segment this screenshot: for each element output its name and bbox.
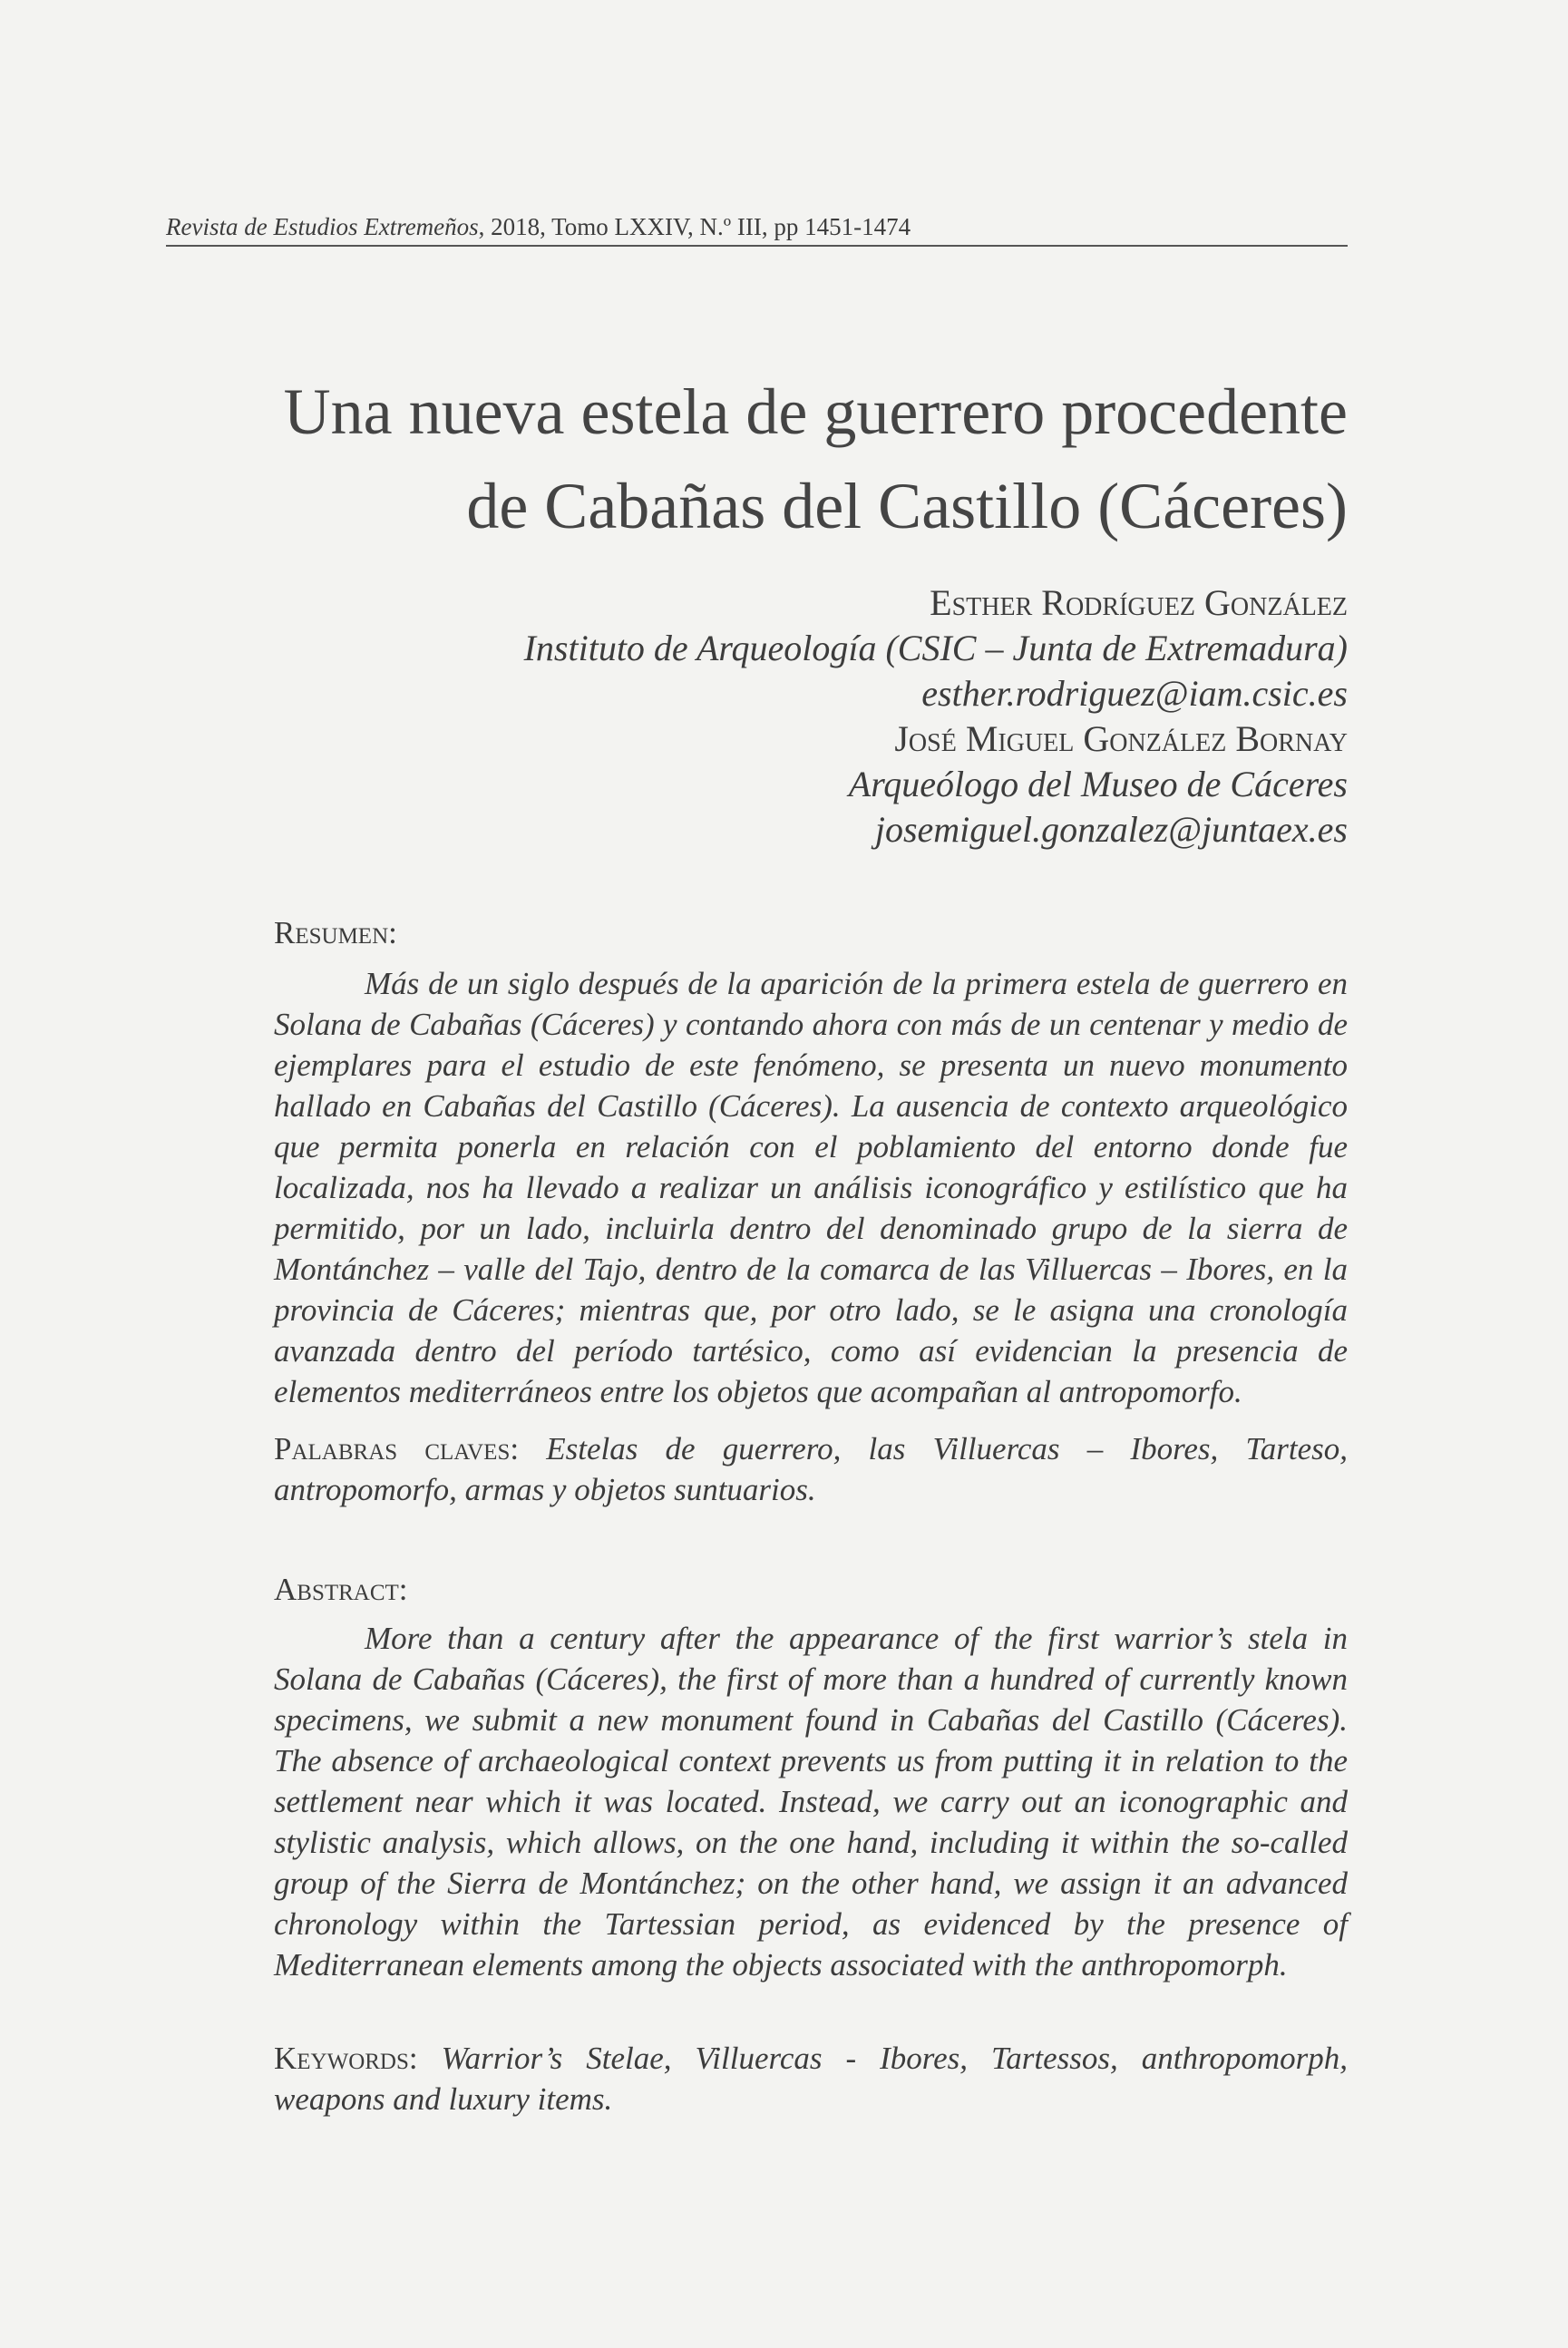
abstract-heading: Abstract: — [274, 1572, 408, 1607]
author-name: José Miguel González Bornay — [894, 718, 1348, 759]
keywords-label: Keywords: — [274, 2041, 418, 2076]
journal-name: Revista de Estudios Extremeños — [166, 213, 479, 240]
article-title — [78, 365, 1348, 553]
abstract-text: More than a century after the appearance of the first warrior’s stela in Solana de Cabañas (Cáceres), the first of more than a hundred of currently known specimens, we submit a new monument found in Cabañas del Castillo (Cáceres). The absence of archaeological context prevents us from putting it in relation to the settlement near which it was located. Instead, we carry out an iconographic and stylistic analysis, which allows, on the one hand, including it within the so-called group of the Sierra de Montánchez; on the other hand, we assign it an advanced chronology within the Tartessian period, as evidenced by the presence of Mediterranean elements among the objects associated with the anthropomorph. — [274, 1621, 1348, 1983]
issue-details: , 2018, Tomo LXXIV, N.º III, pp 1451-1474 — [478, 213, 911, 240]
author-affiliation: Instituto de Arqueología (CSIC – Junta de Extremadura) — [523, 628, 1348, 668]
palabras-claves — [274, 1428, 1348, 1510]
author-email[interactable]: josemiguel.gonzalez@juntaex.es — [874, 809, 1348, 850]
resumen-text: Más de un siglo después de la aparición de la primera estela de guerrero en Solana de Cabañas (Cáceres) y contando ahora con más de un centenar y medio de ejemplares para el estudio de este fenómeno, se presenta un nuevo monumento hallado en Cabañas del Castillo (Cáceres). La ausencia de contexto arqueológico que permita ponerla en relación con el poblamiento del entorno donde fue localizada, nos ha llevado a realizar un análisis iconográfico y estilístico que ha permitido, por un lado, incluirla dentro del denominado grupo de la sierra de Montánchez – valle del Tajo, dentro de la comarca de las Villuercas – Ibores, en la provincia de Cáceres; mientras que, por otro lado, se le asigna una cronología avanzada dentro del período tartésico, como así evidencian la presencia de elementos mediterráneos entre los objetos que acompañan al antropomorfo. — [274, 966, 1348, 1409]
running-head — [166, 210, 1348, 247]
author-block — [169, 580, 1348, 852]
author-affiliation: Arqueólogo del Museo de Cáceres — [848, 764, 1348, 804]
title-line-1: Una nueva estela de guerrero procedente — [283, 375, 1348, 448]
keywords-list: Warrior’s Stelae, Villuercas - Ibores, Tartessos, anthropomorph, weapons and luxury items. — [274, 2041, 1348, 2117]
palabras-claves-list: Estelas de guerrero, las Villuercas – Ibores, Tarteso, antropomorfo, armas y objetos suntuarios. — [274, 1431, 1348, 1507]
title-line-2: de Cabañas del Castillo (Cáceres) — [466, 470, 1348, 542]
resumen-heading: Resumen: — [274, 915, 397, 950]
author-email[interactable]: esther.rodriguez@iam.csic.es — [921, 673, 1348, 714]
keywords — [274, 2038, 1348, 2119]
palabras-claves-label: Palabras claves: — [274, 1431, 520, 1466]
author-name: Esther Rodríguez González — [930, 582, 1348, 623]
